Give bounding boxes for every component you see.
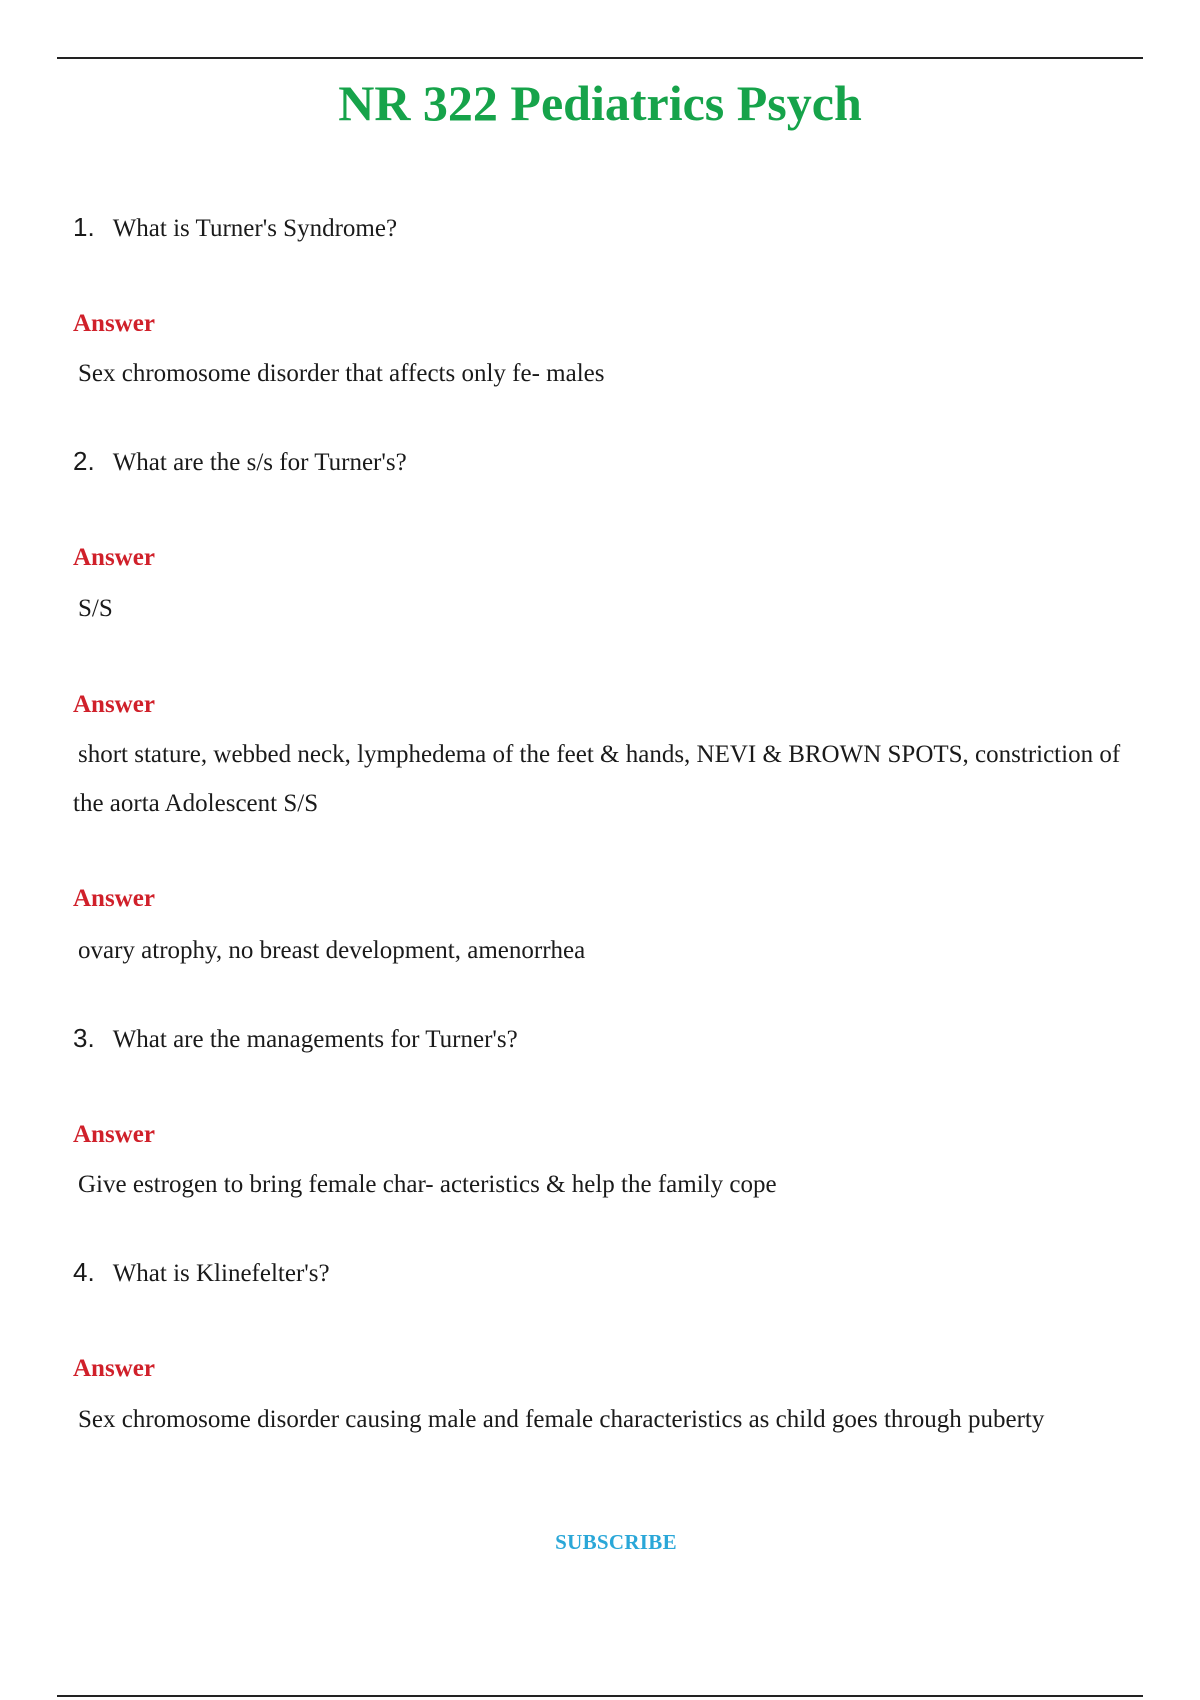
answer-label-3: Answer: [73, 691, 155, 718]
question-text: What is Klinefelter's?: [112, 1260, 330, 1287]
answer-text-4: ovary atrophy, no breast development, amenorrhea: [78, 937, 586, 964]
subscribe-link[interactable]: SUBSCRIBE: [555, 1530, 677, 1554]
question-1: [73, 211, 1133, 245]
answer-text-3: short stature, webbed neck, lymphedema of the feet & hands, NEVI & BROWN SPOTS, constriction of the aorta Adolescent S/S: [73, 741, 1121, 817]
answer-label-5: Answer: [73, 1121, 155, 1148]
question-number: 3.: [73, 1023, 95, 1053]
answer-text-2: S/S: [78, 595, 113, 622]
top-rule: [57, 57, 1143, 59]
question-number: 4.: [73, 1257, 95, 1287]
bottom-rule: [57, 1695, 1143, 1697]
answer-label-4: Answer: [73, 885, 155, 912]
answer-label-6: Answer: [73, 1355, 155, 1382]
answer-label-2: Answer: [73, 544, 155, 571]
answer-text-5: Give estrogen to bring female char- acteristics & help the family cope: [78, 1171, 777, 1198]
question-text: What is Turner's Syndrome?: [112, 215, 398, 242]
question-number: 1.: [73, 212, 95, 242]
answer-text-1: Sex chromosome disorder that affects only fe- males: [78, 360, 605, 387]
page-title: NR 322 Pediatrics Psych: [338, 75, 862, 131]
question-4: [73, 1256, 1133, 1290]
answer-label-1: Answer: [73, 310, 155, 337]
question-text: What are the managements for Turner's?: [112, 1026, 518, 1053]
question-3: [73, 1022, 1133, 1056]
question-text: What are the s/s for Turner's?: [112, 449, 407, 476]
question-2: [73, 445, 1133, 479]
answer-text-6: Sex chromosome disorder causing male and female characteristics as child goes through puberty: [78, 1406, 1045, 1433]
question-number: 2.: [73, 446, 95, 476]
